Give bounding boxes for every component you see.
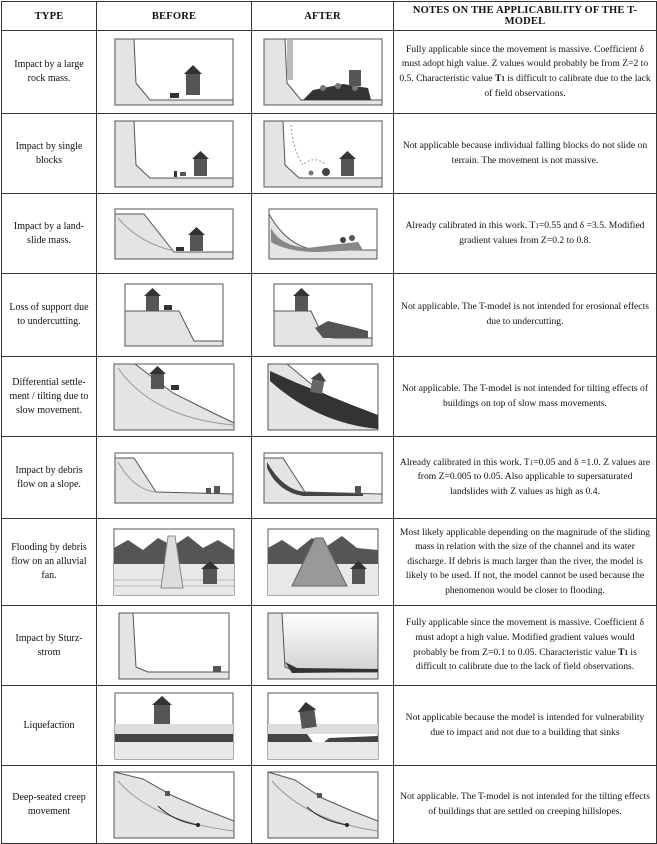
before-illustration	[97, 194, 252, 274]
table-row	[2, 357, 657, 437]
row-notes: Not applicable because individual falling blocks do not slide on terrain. The movement is not massive.	[394, 114, 657, 194]
row-type: Loss of support due to undercutting.	[2, 274, 97, 357]
row-notes: Most likely applicable depending on the magnitude of the sliding mass in relation with the size of the channel and its water discharge. If debris is much larger than the river, the model is likely to be used. If not, the model cannot be used because the phenomenon would be closer to flooding.	[394, 519, 657, 606]
row-type: Impact by debris flow on a slope.	[2, 437, 97, 519]
row-notes: Not applicable. The T-model is not intended for tilting effects of buildings on top of slow mass movements.	[394, 357, 657, 437]
before-illustration	[97, 114, 252, 194]
after-illustration	[252, 519, 394, 606]
row-type: Impact by a land-slide mass.	[2, 194, 97, 274]
after-illustration	[252, 31, 394, 114]
header-row	[2, 2, 657, 31]
row-type: Differential settle-ment / tilting due to slow movement.	[2, 357, 97, 437]
table-row	[2, 31, 657, 114]
header-type: TYPE	[2, 2, 97, 31]
row-notes: Not applicable. The T-model is not intended for erosional effects due to undercutting.	[394, 274, 657, 357]
header-after: AFTER	[252, 2, 394, 31]
table-row	[2, 114, 657, 194]
header-before: BEFORE	[97, 2, 252, 31]
applicability-table	[1, 1, 657, 844]
before-illustration	[97, 519, 252, 606]
row-type: Impact by Sturz-strom	[2, 606, 97, 686]
row-notes: Already calibrated in this work. T1=0.55 and δ =3.5. Modified gradient values from Z=0.2 to 0.8.	[394, 194, 657, 274]
row-notes: Not applicable because the model is intended for vulnerability due to impact and not due to a building that sinks	[394, 686, 657, 766]
row-type: Impact by a large rock mass.	[2, 31, 97, 114]
header-notes: NOTES ON THE APPLICABILITY OF THE T-MODEL	[394, 2, 657, 31]
before-illustration	[97, 686, 252, 766]
table-row	[2, 686, 657, 766]
after-illustration	[252, 437, 394, 519]
table-row	[2, 606, 657, 686]
table-row	[2, 194, 657, 274]
row-notes: Fully applicable since the movement is massive. Coefficient δ must adopt a high value. Modified gradient values would probably be from Z=0.1 to 0.05. Characteristic value T1 is difficult to calibrate due to the lack of field observations.	[394, 606, 657, 686]
table-row	[2, 437, 657, 519]
table-row	[2, 274, 657, 357]
before-illustration	[97, 357, 252, 437]
row-type: Impact by single blocks	[2, 114, 97, 194]
before-illustration	[97, 437, 252, 519]
row-type: Liquefaction	[2, 686, 97, 766]
before-illustration	[97, 606, 252, 686]
before-illustration	[97, 31, 252, 114]
row-notes: Already calibrated in this work. T1=0.05 and δ =1.0. Z values are from Z=0.005 to 0.05. Also applicable to supersaturated landslides with Z values as high as 0.4.	[394, 437, 657, 519]
after-illustration	[252, 686, 394, 766]
row-type: Flooding by debris flow on an alluvial fan.	[2, 519, 97, 606]
after-illustration	[252, 274, 394, 357]
row-notes: Fully applicable since the movement is massive. Coefficient δ must adopt high value. Z values would probably be from Z=2 to 0.5. Characteristic value T1 is difficult to calibrate due to the lack of field observations.	[394, 31, 657, 114]
after-illustration	[252, 114, 394, 194]
after-illustration	[252, 357, 394, 437]
table-row	[2, 519, 657, 606]
row-notes: Not applicable. The T-model is not intended for the tilting effects of buildings that are settled on creeping hillslopes.	[394, 766, 657, 844]
after-illustration	[252, 606, 394, 686]
after-illustration	[252, 194, 394, 274]
before-illustration	[97, 274, 252, 357]
row-type: Deep-seated creep movement	[2, 766, 97, 844]
